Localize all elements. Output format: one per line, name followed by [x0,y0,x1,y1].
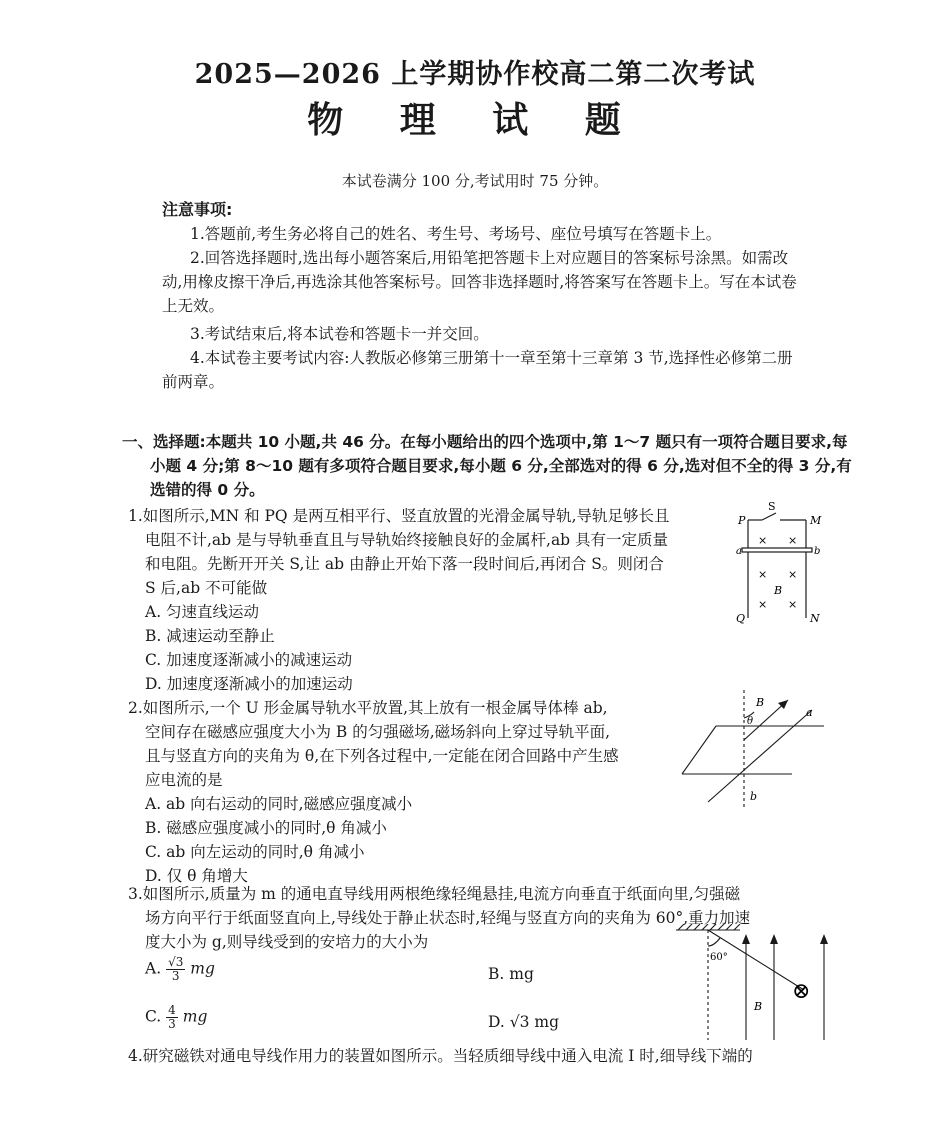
q4-stem-line-1: 4.研究磁铁对通电导线作用力的装置如图所示。当轻质细导线中通入电流 I 时,细导线下端的 [128,1047,753,1065]
q2-label-theta: θ [747,716,754,727]
notice-item-4: 4.本试卷主要考试内容:人教版必修第三册第十一章至第十三章第 3 节,选择性必修第二册前两章。 [162,349,793,391]
notice-item-3: 3.考试结束后,将本试卷和答题卡一并交回。 [190,325,489,343]
q1-field-x: × [758,534,768,547]
q3-option-d: D. √3 mg [488,1013,560,1031]
q3-option-c-label: C. [145,1007,162,1026]
q3-option-c-denominator: 3 [168,1017,176,1031]
notice-item-1: 1.答题前,考生务必将自己的姓名、考生号、考场号、座位号填写在答题卡上。 [190,225,722,243]
q2-option-b: B. 磁感应强度减小的同时,θ 角减小 [145,819,387,837]
q3-stem-line-1: 3.如图所示,质量为 m 的通电直导线用两根绝缘轻绳悬挂,电流方向垂直于纸面向里,匀强磁 [128,885,741,903]
q1-label-s: S [768,500,776,513]
q3-label-angle: 60° [710,952,728,963]
notice-item-2: 2.回答选择题时,选出每小题答案后,用铅笔把答题卡上对应题目的答案标号涂黑。如需改动,用橡皮擦干净后,再选涂其他答案标号。回答非选择题时,将答案写在答题卡上。写在本试卷上无效。 [162,249,797,315]
q1-figure [730,496,830,630]
q3-stem-line-3: 度大小为 g,则导线受到的安培力的大小为 [145,933,429,951]
q2-stem-line-3: 且与竖直方向的夹角为 θ,在下列各过程中,一定能在闭合回路中产生感 [145,747,619,765]
q3-stem-line-2: 场方向平行于纸面竖直向上,导线处于静止状态时,轻绳与竖直方向的夹角为 60°,重力加速 [145,909,751,927]
q3-option-a-numerator: √3 [168,955,184,969]
q2-option-a: A. ab 向右运动的同时,磁感应强度减小 [145,795,413,813]
q1-stem-line-2: 电阻不计,ab 是与导轨垂直且与导轨始终接触良好的金属杆,ab 具有一定质量 [145,531,669,549]
subject-title: 物 理 试 题 [307,100,643,141]
q1-field-x: × [758,598,768,611]
q1-field-x: × [758,568,768,581]
section-1-heading: 一、选择题:本题共 10 小题,共 46 分。在每小题给出的四个选项中,第 1～7 题只有一项符合题目要求,每小题 4 分;第 8～10 题有多项符合题目要求,每小题 6 分,全部选对的得 6 分,选对但不全的得 3 分,有选错的得 0 分。 [122,433,852,499]
q3-option-c-unit: mg [182,1007,208,1026]
q3-current-into-page-icon: ⊗ [792,979,811,1004]
notice-heading: 注意事项: [162,200,233,219]
q1-field-x: × [788,598,798,611]
q3-option-c-fraction [166,1004,178,1031]
q2-stem-line-1: 2.如图所示,一个 U 形金属导轨水平放置,其上放有一根金属导体棒 ab, [128,699,608,717]
q1-label-m: M [810,514,822,527]
q1-stem-line-1: 1.如图所示,MN 和 PQ 是两互相平行、竖直放置的光滑金属导轨,导轨足够长且 [128,507,670,525]
q1-stem-line-4: S 后,ab 不可能做 [145,579,268,597]
q1-label-q: Q [736,612,746,625]
q1-field-x: × [788,534,798,547]
q3-option-a-denominator: 3 [171,969,180,983]
q1-option-d: D. 加速度逐渐减小的加速运动 [145,675,353,693]
q2-label-b: B [756,696,765,709]
q1-label-n: N [810,612,820,625]
q1-field-x: × [788,568,798,581]
q3-option-b: B. mg [488,965,534,983]
q3-option-a-fraction [166,956,185,983]
q2-figure [680,688,830,813]
q3-figure [670,924,830,1042]
q1-stem-line-3: 和电阻。先断开开关 S,让 ab 由静止开始下落一段时间后,再闭合 S。则闭合 [145,555,664,573]
q2-stem-line-2: 空间存在磁感应强度大小为 B 的匀强磁场,磁场斜向上穿过导轨平面, [145,723,611,741]
q3-option-c-numerator: 4 [168,1003,176,1017]
q3-option-a [145,956,215,983]
q2-stem-line-4: 应电流的是 [145,771,223,789]
q3-option-a-unit: mg [190,959,215,978]
q2-label-rod-b: b [750,790,758,803]
q1-option-b: B. 减速运动至静止 [145,627,275,645]
q3-option-a-label: A. [145,959,162,978]
q2-label-a: a [806,706,813,719]
q1-option-c: C. 加速度逐渐减小的减速运动 [145,651,353,669]
q1-label-b: b [814,546,821,557]
q1-label-p: P [738,514,746,527]
exam-meta: 本试卷满分 100 分,考试用时 75 分钟。 [341,172,609,190]
exam-title: 2025—2026 上学期协作校高二第二次考试 [194,59,756,90]
q2-option-d: D. 仅 θ 角增大 [145,867,248,885]
q3-option-c [145,1004,207,1031]
q3-label-b: B [754,1000,763,1013]
q2-option-c: C. ab 向左运动的同时,θ 角减小 [145,843,365,861]
q1-label-field-b: B [774,584,783,597]
q1-label-a: a [736,546,742,557]
q1-option-a: A. 匀速直线运动 [145,603,260,621]
